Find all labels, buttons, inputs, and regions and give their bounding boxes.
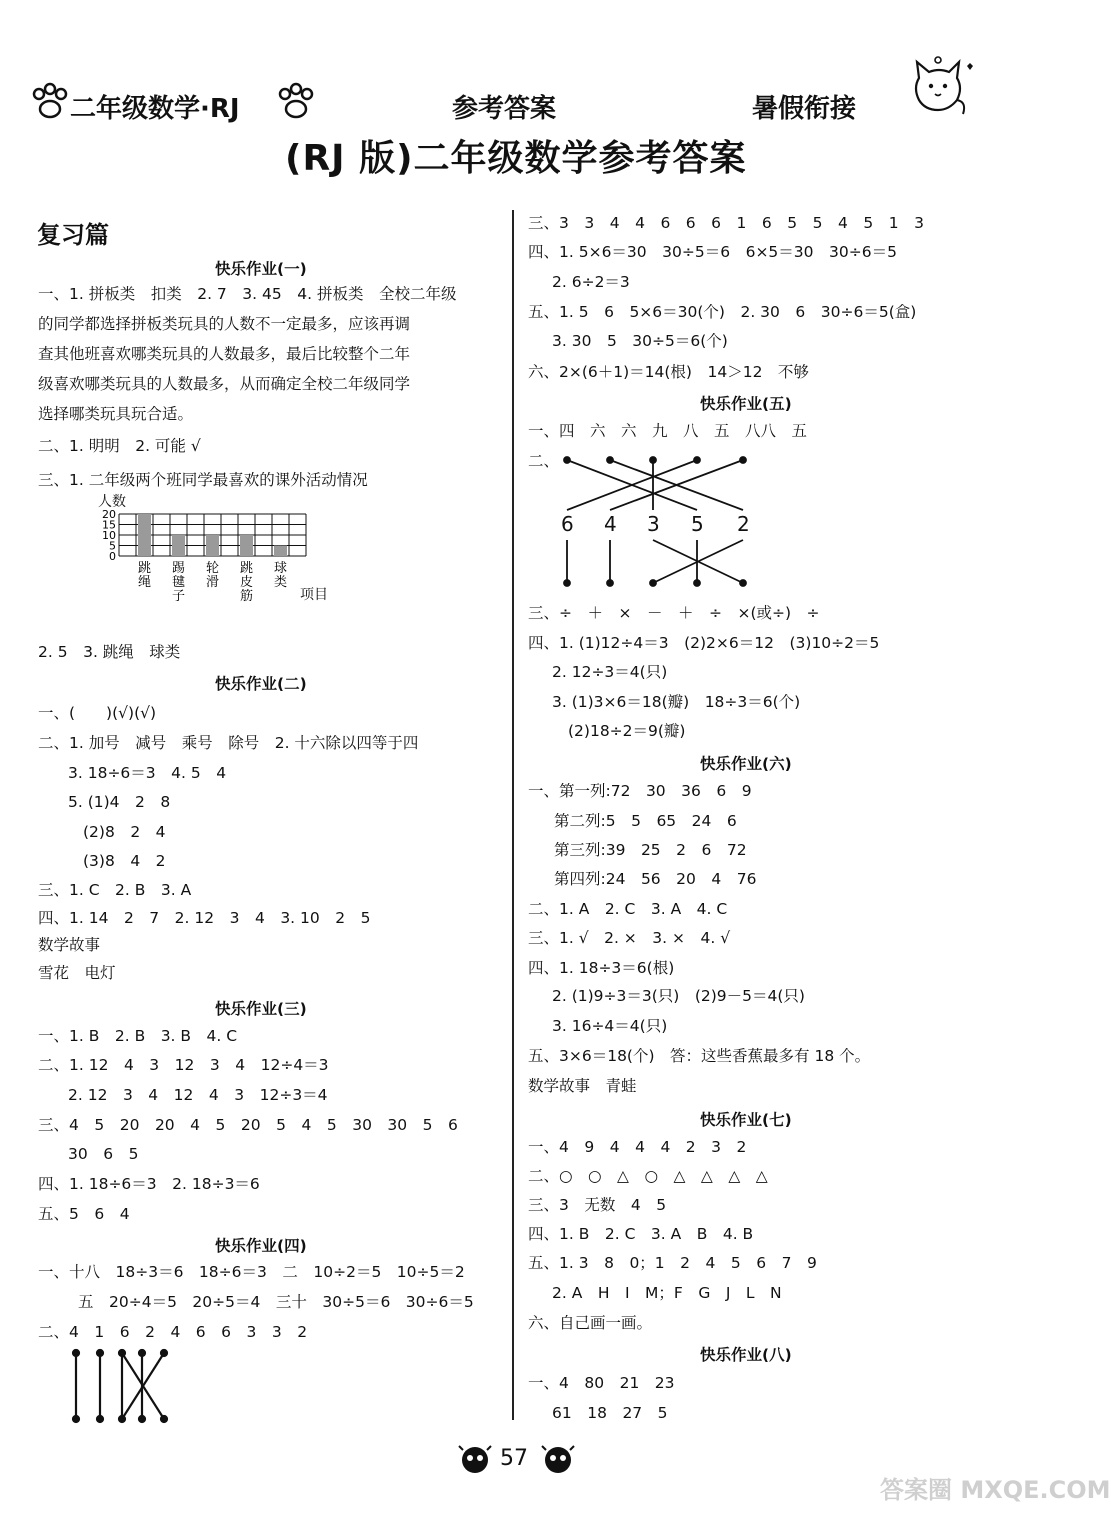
subsection-title: 快乐作业(四) bbox=[215, 1237, 307, 1255]
answer-line: 四、1. 14 2 7 2. 12 3 4 3. 10 2 5 bbox=[38, 909, 371, 927]
subsection-title: 快乐作业(二) bbox=[215, 675, 307, 693]
answer-line: 一、第一列:72 30 36 6 9 bbox=[528, 782, 752, 800]
answer-line: 二、1. 12 4 3 12 3 4 12÷4＝3 bbox=[38, 1056, 329, 1074]
answer-line: 一、( )(√)(√) bbox=[38, 704, 157, 722]
answer-line: 六、2×(6＋1)＝14(根) 14＞12 不够 bbox=[528, 363, 809, 381]
answer-line: 一、1. 拼板类 扣类 2. 7 3. 45 4. 拼板类 全校二年级 bbox=[38, 285, 457, 303]
category-label: 跳 bbox=[239, 561, 254, 576]
answer-line: 数学故事 青蛙 bbox=[528, 1077, 637, 1095]
answer-line: 2. 12 3 4 12 4 3 12÷3＝4 bbox=[68, 1086, 328, 1104]
y-tick-label: 15 bbox=[102, 518, 116, 532]
page-title: (RJ 版)二年级数学参考答案 bbox=[285, 138, 747, 179]
subsection-title: 快乐作业(八) bbox=[700, 1346, 792, 1364]
answer-line: 二、○ ○ △ ○ △ △ △ △ bbox=[528, 1167, 768, 1185]
category-label: 皮 bbox=[239, 575, 254, 590]
answer-line: 五、3×6＝18(个) 答：这些香蕉最多有 18 个。 bbox=[528, 1047, 871, 1065]
y-tick-label: 5 bbox=[109, 539, 116, 553]
answer-line: 一、4 9 4 4 4 2 3 2 bbox=[528, 1138, 747, 1156]
header-right-title: 暑假衔接 bbox=[752, 94, 857, 124]
answer-line: 三、3 3 4 4 6 6 6 1 6 5 5 4 5 1 3 bbox=[528, 214, 924, 232]
subsection-title: 快乐作业(一) bbox=[215, 260, 307, 278]
answer-line: 二、4 1 6 2 4 6 6 3 3 2 bbox=[38, 1323, 308, 1341]
answer-line: 雪花 电灯 bbox=[38, 964, 116, 982]
bar bbox=[240, 535, 253, 556]
subsection-title: 快乐作业(六) bbox=[700, 755, 792, 773]
answer-line: 三、4 5 20 20 4 5 20 5 4 5 30 30 5 6 bbox=[38, 1116, 458, 1134]
mascot-left-icon bbox=[455, 1440, 495, 1480]
answer-line: 一、4 80 21 23 bbox=[528, 1374, 675, 1392]
bar bbox=[274, 546, 287, 557]
section-title: 复习篇 bbox=[37, 221, 109, 249]
answer-line: 第四列:24 56 20 4 76 bbox=[554, 870, 757, 888]
cat-mascot-icon bbox=[905, 52, 977, 122]
answer-line: 五、1. 5 6 5×6＝30(个) 2. 30 6 30÷6＝5(盒) bbox=[528, 303, 917, 321]
answer-line: 第二列:5 5 65 24 6 bbox=[554, 812, 737, 830]
answer-line: 五、1. 3 8 0；1 2 4 5 6 7 9 bbox=[528, 1254, 817, 1272]
answer-line: 四、1. 18÷3＝6(根) bbox=[528, 959, 675, 977]
answer-line: 61 18 27 5 bbox=[552, 1404, 668, 1422]
answer-line: 三、3 无数 4 5 bbox=[528, 1196, 667, 1214]
answer-line: 2. 6÷2＝3 bbox=[552, 273, 630, 291]
answer-line: 3. 16÷4＝4(只) bbox=[552, 1017, 668, 1035]
chart-ylabel: 人数 bbox=[98, 494, 126, 510]
answer-line: 30 6 5 bbox=[68, 1145, 139, 1163]
answer-line: 2. 12÷3＝4(只) bbox=[552, 663, 668, 681]
column-divider bbox=[512, 210, 514, 1420]
subsection-title: 快乐作业(三) bbox=[215, 1000, 307, 1018]
answer-line: 2. A H I M；F G J L N bbox=[552, 1284, 782, 1302]
category-label: 踢 bbox=[171, 561, 186, 576]
paw-icon bbox=[276, 82, 316, 120]
answer-line: 2. 5 3. 跳绳 球类 bbox=[38, 643, 181, 661]
answer-line: 四、1. 18÷6＝3 2. 18÷3＝6 bbox=[38, 1175, 260, 1193]
answer-line: 2. (1)9÷3＝3(只) (2)9－5＝4(只) bbox=[552, 987, 805, 1005]
answer-line: 级喜欢哪类玩具的人数最多，从而确定全校二年级同学 bbox=[38, 375, 411, 393]
paw-icon bbox=[30, 82, 70, 120]
category-label: 球 bbox=[273, 561, 288, 576]
answer-line: 三、÷ ＋ × － ＋ ÷ ×(或÷) ÷ bbox=[528, 604, 820, 622]
y-tick-label: 0 bbox=[109, 550, 116, 563]
matching-number: 2 bbox=[737, 512, 750, 536]
answer-line: 选择哪类玩具玩合适。 bbox=[38, 405, 194, 423]
answer-line: 三、1. √ 2. × 3. × 4. √ bbox=[528, 929, 731, 947]
mascot-right-icon bbox=[538, 1440, 578, 1480]
answer-line: 3. (1)3×6＝18(瓣) 18÷3＝6(个) bbox=[552, 693, 801, 711]
answer-line: (2)8 2 4 bbox=[83, 823, 166, 841]
category-label: 跳 bbox=[137, 561, 152, 576]
answer-line: 四、1. (1)12÷4＝3 (2)2×6＝12 (3)10÷2＝5 bbox=[528, 634, 880, 652]
answer-line: 一、1. B 2. B 3. B 4. C bbox=[38, 1027, 238, 1045]
answer-line: 5. (1)4 2 8 bbox=[68, 793, 171, 811]
header-left-title: 二年级数学·RJ bbox=[70, 94, 240, 124]
answer-line: 二、 bbox=[528, 452, 560, 470]
bar bbox=[172, 535, 185, 556]
answer-line: 一、四 六 六 九 八 五 八八 五 bbox=[528, 422, 808, 440]
answer-line: 五 20÷4＝5 20÷5＝4 三十 30÷5＝6 30÷6＝5 bbox=[78, 1293, 474, 1311]
answer-line: 数学故事 bbox=[38, 936, 101, 954]
y-tick-label: 10 bbox=[102, 529, 116, 542]
matching-diagram-left bbox=[60, 1345, 180, 1430]
matching-number: 5 bbox=[691, 512, 704, 536]
answer-line: 第三列:39 25 2 6 72 bbox=[554, 841, 747, 859]
answer-line: 四、1. B 2. C 3. A B 4. B bbox=[528, 1225, 754, 1243]
subsection-title: 快乐作业(七) bbox=[700, 1111, 792, 1129]
category-label: 绳 bbox=[137, 575, 152, 590]
page-number: 57 bbox=[500, 1446, 528, 1471]
answer-line: 二、1. 明明 2. 可能 √ bbox=[38, 437, 201, 455]
category-label: 类 bbox=[273, 575, 288, 590]
category-label: 筋 bbox=[239, 589, 254, 604]
matching-number: 6 bbox=[561, 512, 574, 536]
watermark: 答案圈 MXQE.COM bbox=[880, 1476, 1111, 1504]
answer-line: 三、1. C 2. B 3. A bbox=[38, 881, 192, 899]
answer-line: 五、5 6 4 bbox=[38, 1205, 130, 1223]
answer-line: 四、1. 5×6＝30 30÷5＝6 6×5＝30 30÷6＝5 bbox=[528, 243, 897, 261]
y-tick-label: 20 bbox=[102, 508, 116, 521]
bar-chart bbox=[95, 508, 325, 633]
category-label: 滑 bbox=[205, 575, 220, 590]
bar bbox=[206, 535, 219, 556]
answer-line: (3)8 4 2 bbox=[83, 852, 166, 870]
category-label: 子 bbox=[171, 589, 186, 604]
answer-line: 查其他班喜欢哪类玩具的人数最多，最后比较整个二年 bbox=[38, 345, 411, 363]
category-label: 毽 bbox=[171, 575, 186, 590]
answer-line: (2)18÷2＝9(瓣) bbox=[568, 722, 686, 740]
answer-line: 3. 30 5 30÷5＝6(个) bbox=[552, 332, 728, 350]
category-label: 轮 bbox=[205, 561, 220, 576]
matching-number: 4 bbox=[604, 512, 617, 536]
answer-line: 二、1. 加号 减号 乘号 除号 2. 十六除以四等于四 bbox=[38, 734, 419, 752]
answer-line: 一、十八 18÷3＝6 18÷6＝3 二 10÷2＝5 10÷5＝2 bbox=[38, 1263, 465, 1281]
answer-line: 六、自己画一画。 bbox=[528, 1314, 653, 1332]
answer-line: 的同学都选择拼板类玩具的人数不一定最多，应该再调 bbox=[38, 315, 411, 333]
header-center-title: 参考答案 bbox=[452, 94, 557, 124]
subsection-title: 快乐作业(五) bbox=[700, 395, 792, 413]
answer-line: 3. 18÷6＝3 4. 5 4 bbox=[68, 764, 227, 782]
bar bbox=[138, 514, 151, 556]
answer-line: 二、1. A 2. C 3. A 4. C bbox=[528, 900, 728, 918]
chart-xlabel: 项目 bbox=[300, 587, 328, 603]
answer-line: 三、1. 二年级两个班同学最喜欢的课外活动情况 bbox=[38, 471, 368, 489]
matching-number: 3 bbox=[647, 512, 660, 536]
